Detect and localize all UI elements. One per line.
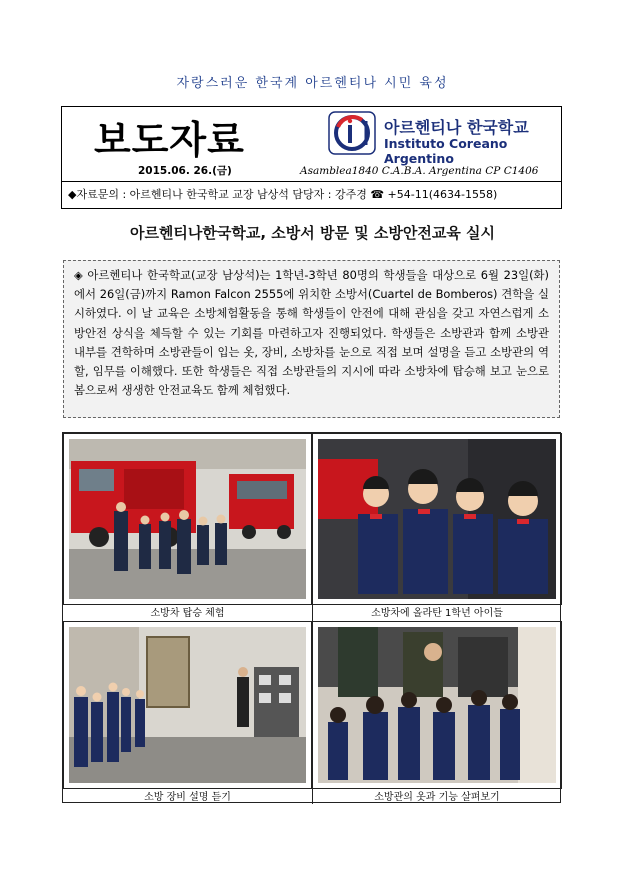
- logo-spanish-name: Instituto Coreano Argentino: [384, 136, 508, 166]
- article-headline: 아르헨티나한국학교, 소방서 방문 및 소방안전교육 실시: [129, 224, 496, 242]
- grid-divider: [312, 433, 313, 804]
- photo-cell-2: [312, 433, 562, 605]
- slogan: 자랑스러운 한국계 아르헨티나 시민 육성: [176, 76, 449, 91]
- equipment-explanation-photo: [69, 627, 306, 783]
- photo-cell-1: [63, 433, 312, 605]
- school-address: Asamblea1840 C.A.B.A. Argentina CP C1406: [300, 165, 539, 177]
- school-logo-icon: [328, 111, 376, 155]
- firefighter-gear-photo: [318, 627, 556, 783]
- photo-caption-3: 소방 장비 설명 듣기: [144, 792, 231, 803]
- release-date: 2015.06. 26.(금): [138, 165, 232, 177]
- photo-caption-4: 소방관의 옷과 기능 살펴보기: [374, 792, 500, 803]
- photo-caption-1: 소방차 탑승 체험: [150, 608, 225, 619]
- contact-info: ◆자료문의 : 아르헨티나 한국학교 교장 남상석 담당자 : 강주경 ☎ +54-11(4634-1558): [61, 181, 562, 209]
- photo-grid: [62, 432, 561, 803]
- photo-caption-2: 소방차에 올라탄 1학년 아이들: [371, 608, 503, 619]
- photo-cell-3: [63, 621, 312, 789]
- article-summary: ◈ 아르헨티나 한국학교(교장 남상석)는 1학년-3학년 80명의 학생들을 대상으로 6월 23일(화)에서 26일(금)까지 Ramon Falcon 2555에 위치한 소방서(Cuartel de Bomberos) 견학을 실시하였다. 이 날 교육은 소방체험활동을 통해 학생들이 안전에 대해 관심을 갖고 자연스럽게 소방안전 상식을 체득할 수 있는 기회를 마련하고자 진행되었다. 학생들은 소방관과 함께 소방관 내부를 견학하며 소방관들이 입는 옷, 장비, 소방차를 눈으로 직접 보며 설명을 듣고 소방관의 역할, 임무를 이해했다. 또한 학생들은 직접 소방관들의 지시에 따라 소방차에 탑승해 보고 눈으로 봄으로써 생생한 안전교육도 함께 체험했다.: [63, 260, 560, 418]
- page-title: 보도자료: [94, 118, 245, 162]
- logo-korean-name: 아르헨티나 한국학교: [384, 118, 529, 137]
- children-in-truck-photo: [318, 439, 556, 599]
- header-box: [61, 106, 562, 182]
- photo-cell-4: [312, 621, 562, 789]
- fire-truck-photo: [69, 439, 306, 599]
